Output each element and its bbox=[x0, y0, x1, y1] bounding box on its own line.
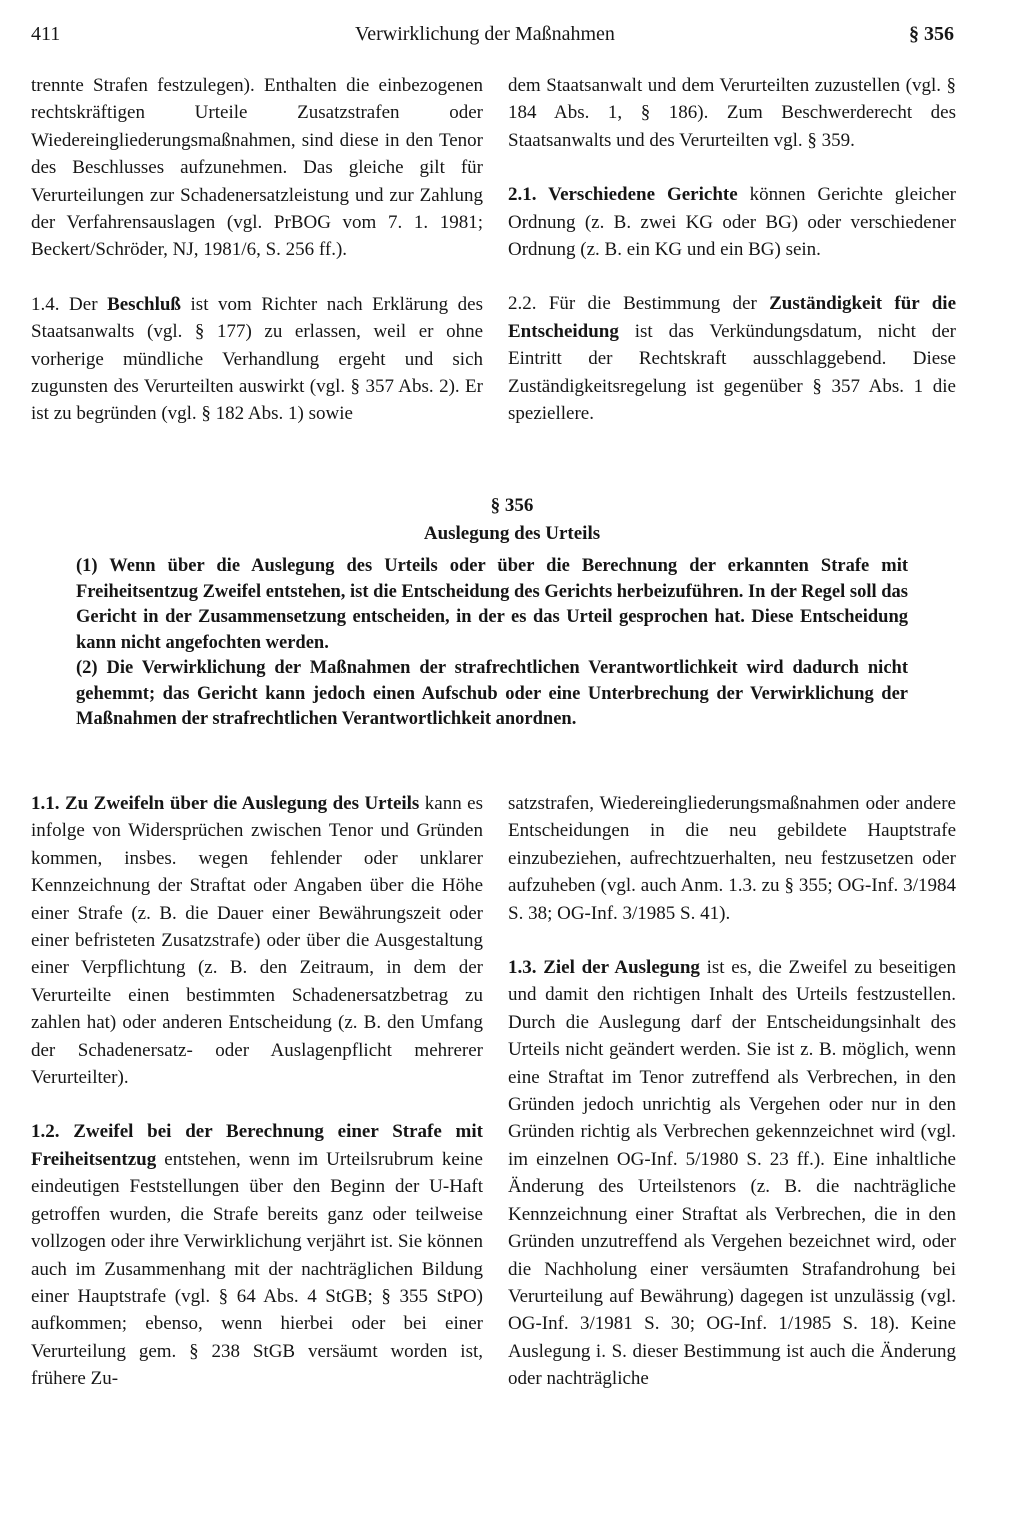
statute-title: Auslegung des Urteils bbox=[423, 523, 601, 544]
paragraph-continuation: dem Staatsanwalt und dem Verurteilten zuzustellen (vgl. § 184 Abs. 1, § 186). Zum Beschwerderecht des Staatsanwalts und des Verurteilten vgl. § 359. bbox=[508, 75, 956, 151]
bottom-right-column bbox=[508, 790, 956, 1393]
statute-body bbox=[76, 554, 908, 733]
paragraph-continuation: satzstrafen, Wiedereingliederungsmaßnahmen oder andere Entscheidungen in die neu gebildete Hauptstrafe einzubeziehen, aufrechtzuerhalten, neu festzusetzen oder aufzuheben (vgl. auch Anm. 1.3. zu § 355; OG-Inf. 3/1984 S. 38; OG-Inf. 3/1985 S. 41). bbox=[508, 793, 956, 924]
top-right-column bbox=[508, 72, 956, 427]
paragraph-2-2 bbox=[508, 290, 956, 427]
paragraph-2-1 bbox=[508, 181, 956, 263]
paragraph-keyword: Beschluß bbox=[107, 293, 181, 315]
running-title: Verwirklichung der Maßnahmen bbox=[355, 23, 615, 45]
paragraph-text: ist vom Richter nach Erklärung des Staatsanwalts (vgl. § 177) zu erlassen, weil er ohne vorherige mündliche Verhandlung ergeht und sich zugunsten des Verurteilten auswirkt (vgl. § 357 Abs. 2). Er ist zu begründen (vgl. § 182 Abs. 1) sowie bbox=[31, 293, 484, 425]
paragraph-text: kann es infolge von Widersprüchen zwischen Tenor und Gründen kommen, insbes. wegen fehlender oder unklarer Kennzeichnung der Straftat oder Angaben über die Höhe einer Strafe (z. B. die Dauer einer Bewährungszeit oder einer befristeten Zusatzstrafe) oder über die Ausgestaltung einer Verpflichtung (z. B. den Zeitraum, in dem der Verurteilte einen bestimmten Schadenersatzbetrag zu zahlen hat) oder anderen Entscheidung (z. B. den Umfang der Schadenersatz- oder Auslagenpflicht mehrerer Verurteilter). bbox=[31, 793, 483, 1089]
paragraph-1-1 bbox=[31, 790, 483, 1091]
paragraph-lead: 2.2. Für die Bestimmung der bbox=[508, 293, 770, 315]
paragraph-text: können Gerichte gleicher Ordnung (z. B. zwei KG oder BG) oder verschiedener Ordnung (z. B. ein KG und ein BG) sein. bbox=[508, 184, 956, 261]
paragraph-1-2 bbox=[31, 1118, 483, 1392]
paragraph-1-3 bbox=[508, 954, 956, 1393]
statute-paragraph-1: (1) Wenn über die Auslegung des Urteils oder über die Berechnung der erkannten Strafe mit Freiheitsentzug Zweifel entstehen, ist die Entscheidung des Gerichts herbeizuführen. In der Regel soll das Gericht in der Zusammensetzung entscheiden, in der es das Urteil gesprochen hat. Diese Entscheidung kann nicht angefochten werden. bbox=[76, 556, 908, 653]
paragraph-text: entstehen, wenn im Urteilsrubrum keine eindeutigen Feststellungen über den Beginn der U-Haft getroffen wurden, die Strafe bereits ganz oder teilweise vollzogen oder ihre Verwirklichung verjährt ist. Sie können auch im Zusammenhang mit der nachträglichen Bildung einer Hauptstrafe (vgl. § 64 Abs. 4 StGB; § 355 StPO) aufkommen; ebenso, wenn hierbei oder bei einer Verurteilung gem. § 238 StGB versäumt worden ist, frühere Zu- bbox=[31, 1148, 483, 1390]
paragraph-number: 1.3. bbox=[508, 957, 544, 979]
paragraph-continuation: trennte Strafen festzulegen). Enthalten die einbezogenen rechtskräftigen Urteile Zusatzstrafen oder Wiedereingliederungsmaßnahmen, sind diese in den Tenor des Beschlusses aufzunehmen. Das gleiche gilt für Verurteilungen zur Schadenersatzleistung und zur Zahlung der Verfahrensauslagen (vgl. PrBOG vom 7. 1. 1981; Beckert/Schröder, NJ, 1981/6, S. 256 ff.). bbox=[31, 75, 483, 261]
paragraph-number: 2.1. bbox=[508, 184, 549, 206]
paragraph-keyword: Ziel der Auslegung bbox=[543, 957, 700, 979]
page-number: 411 bbox=[31, 23, 61, 45]
top-left-column bbox=[31, 72, 483, 428]
paragraph-keyword: Verschiedene Gerichte bbox=[548, 184, 738, 206]
paragraph-lead: 1.4. Der bbox=[31, 293, 108, 315]
paragraph-number: 1.1. bbox=[31, 793, 65, 814]
bottom-left-column bbox=[31, 790, 483, 1393]
statute-paragraph-2: (2) Die Verwirklichung der Maßnahmen der strafrechtlichen Verantwortlichkeit wird dadurch nicht gehemmt; das Gericht kann jedoch einen Aufschub oder eine Unterbrechung der Verwirklichung der Maßnahmen der strafrechtlichen Verantwortlichkeit anordnen. bbox=[76, 658, 908, 729]
paragraph-keyword: Zu Zweifeln über die Auslegung des Urteils bbox=[64, 793, 420, 814]
statute-section-heading: § 356 bbox=[490, 495, 534, 516]
paragraph-text: ist es, die Zweifel zu beseitigen und damit den richtigen Inhalt des Urteils festzustellen. Durch die Auslegung darf der Entscheidungsinhalt des Urteils nicht geändert werden. Sie ist z. B. möglich, wenn eine Straftat im Tenor zutreffend als Verbrechen, in den Gründen jedoch unrichtig als Vergehen oder nur in den Gründen richtig als Verbrechen gekennzeichnet wird (vgl. im einzelnen OG-Inf. 5/1980 S. 23 ff.). Eine inhaltliche Änderung des Urteilstenors (z. B. die nachträgliche Kennzeichnung einer Straftat als Verbrechen, die in den Gründen unzutreffend als Vergehen bezeichnet wird, oder die Nachholung einer versäumten Strafandrohung bei Verurteilung auf Bewährung) dagegen ist unzulässig (vgl. OG-Inf. 3/1981 S. 30; OG-Inf. 1/1985 S. 18). Keine Auslegung i. S. dieser Bestimmung ist auch die Änderung oder nachträgliche bbox=[508, 957, 956, 1390]
paragraph-keyword: Zuständigkeit für die Entscheidung bbox=[508, 293, 956, 342]
running-section: § 356 bbox=[909, 23, 954, 45]
paragraph-keyword: 1.2. Zweifel bei der Berechnung einer Strafe mit Freiheitsentzug bbox=[31, 1121, 483, 1170]
statute-block bbox=[0, 494, 1024, 733]
paragraph-1-4 bbox=[31, 291, 483, 428]
paragraph-text: ist das Verkündungsdatum, nicht der Eintritt der Rechtskraft ausschlaggebend. Diese Zuständigkeitsregelung ist gegenüber § 357 Abs. 1 die speziellere. bbox=[508, 320, 956, 425]
